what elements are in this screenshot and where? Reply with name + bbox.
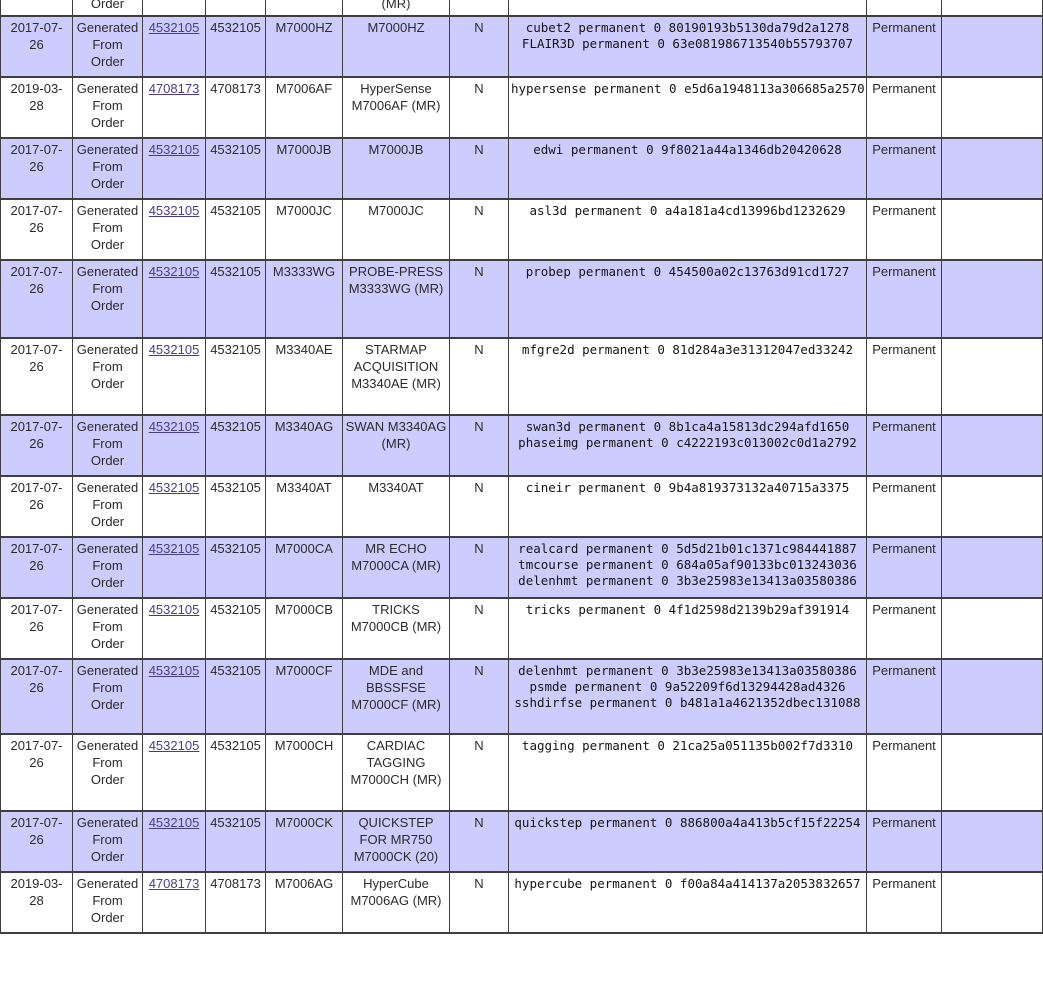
order-link[interactable]: 4532105 xyxy=(148,480,200,495)
cell-date: 2017-07-26 xyxy=(1,415,73,476)
cell-order-link xyxy=(143,338,206,415)
cell-extra xyxy=(942,811,1043,872)
cell-description: (MR) xyxy=(343,0,450,16)
cell-option-code: M7006AG xyxy=(266,872,343,933)
cell-order-link xyxy=(143,138,206,199)
cell-option-code: M7000CK xyxy=(266,811,343,872)
cell-flag: N xyxy=(450,872,509,933)
cell-option-code xyxy=(266,0,343,16)
license-key-line: tmcourse permanent 0 684a05af90133bc013243036 xyxy=(518,557,857,572)
cell-source: Generated From Order xyxy=(73,260,143,338)
cell-license-keys xyxy=(509,77,867,138)
cell-date: 2019-03-28 xyxy=(1,872,73,933)
cell-extra xyxy=(942,16,1043,77)
license-key-line: tricks permanent 0 4f1d2598d2139b29af391914 xyxy=(525,602,850,617)
cell-extra xyxy=(942,0,1043,16)
cell-date: 2017-07-26 xyxy=(1,811,73,872)
cell-option-code: M7000CB xyxy=(266,598,343,659)
license-key-line: phaseimg permanent 0 c4222193c013002c0d1a2792 xyxy=(518,435,857,450)
cell-flag: N xyxy=(450,537,509,598)
table-row xyxy=(1,476,1043,537)
cell-order-id: 4532105 xyxy=(206,537,266,598)
cell-flag: N xyxy=(450,338,509,415)
license-key-line: quickstep permanent 0 886800a4a413b5cf15f22254 xyxy=(514,815,861,830)
order-link[interactable]: 4532105 xyxy=(148,815,200,830)
table-row xyxy=(1,77,1043,138)
license-key-line: hypercube permanent 0 f00a84a414137a2053832657 xyxy=(514,876,861,891)
cell-source: Generated From Order xyxy=(73,138,143,199)
cell-date: 2017-07-26 xyxy=(1,338,73,415)
cell-license-keys xyxy=(509,659,867,734)
cell-flag: N xyxy=(450,138,509,199)
table-row xyxy=(1,0,1043,16)
order-link[interactable]: 4532105 xyxy=(148,142,200,157)
cell-date: 2017-07-26 xyxy=(1,16,73,77)
cell-description: M7000HZ xyxy=(343,16,450,77)
cell-status: Permanent xyxy=(867,659,942,734)
cell-status: Permanent xyxy=(867,537,942,598)
license-key-line: delenhmt permanent 0 3b3e25983e13413a03580386 xyxy=(518,663,857,678)
license-key-line: cubet2 permanent 0 80190193b5130da79d2a1278 xyxy=(525,20,850,35)
table-row xyxy=(1,338,1043,415)
cell-flag: N xyxy=(450,260,509,338)
cell-description: M3340AT xyxy=(343,476,450,537)
cell-extra xyxy=(942,659,1043,734)
cell-order-link xyxy=(143,872,206,933)
cell-extra xyxy=(942,260,1043,338)
cell-date: 2017-07-26 xyxy=(1,598,73,659)
cell-option-code: M3333WG xyxy=(266,260,343,338)
cell-description: SWAN M3340AG (MR) xyxy=(343,415,450,476)
cell-description: STARMAP ACQUISITION M3340AE (MR) xyxy=(343,338,450,415)
license-key-line: asl3d permanent 0 a4a181a4cd13996bd1232629 xyxy=(529,203,846,218)
cell-status: Permanent xyxy=(867,138,942,199)
cell-order-id: 4532105 xyxy=(206,598,266,659)
cell-status: Permanent xyxy=(867,260,942,338)
cell-source: Generated From Order xyxy=(73,77,143,138)
cell-description: HyperCube M7006AG (MR) xyxy=(343,872,450,933)
cell-license-keys xyxy=(509,338,867,415)
cell-order-id: 4532105 xyxy=(206,811,266,872)
cell-source: Generated From Order xyxy=(73,659,143,734)
cell-description: MDE and BBSSFSE M7000CF (MR) xyxy=(343,659,450,734)
cell-extra xyxy=(942,338,1043,415)
order-link[interactable]: 4532105 xyxy=(148,663,200,678)
cell-status: Permanent xyxy=(867,199,942,260)
cell-source: Generated From Order xyxy=(73,476,143,537)
cell-date xyxy=(1,0,73,16)
cell-option-code: M7006AF xyxy=(266,77,343,138)
cell-order-id: 4532105 xyxy=(206,199,266,260)
cell-license-keys xyxy=(509,138,867,199)
cell-source: Generated From Order xyxy=(73,16,143,77)
cell-source: Generated From Order xyxy=(73,734,143,811)
cell-option-code: M3340AG xyxy=(266,415,343,476)
cell-date: 2017-07-26 xyxy=(1,537,73,598)
cell-extra xyxy=(942,734,1043,811)
cell-option-code: M7000HZ xyxy=(266,16,343,77)
license-key-line: sshdirfse permanent 0 b481a1a4621352dbec131088 xyxy=(514,695,861,710)
cell-order-id: 4532105 xyxy=(206,476,266,537)
cell-source: Generated From Order xyxy=(73,199,143,260)
cell-license-keys xyxy=(509,199,867,260)
cell-flag xyxy=(450,0,509,16)
order-link[interactable]: 4532105 xyxy=(148,602,200,617)
cell-extra xyxy=(942,598,1043,659)
cell-option-code: M7000CH xyxy=(266,734,343,811)
cell-order-link xyxy=(143,199,206,260)
cell-flag: N xyxy=(450,734,509,811)
cell-extra xyxy=(942,415,1043,476)
cell-extra xyxy=(942,77,1043,138)
cell-source: Generated From Order xyxy=(73,537,143,598)
cell-date: 2017-07-26 xyxy=(1,734,73,811)
cell-flag: N xyxy=(450,659,509,734)
table-row xyxy=(1,659,1043,734)
cell-source: Generated From Order xyxy=(73,598,143,659)
license-key-line: cineir permanent 0 9b4a819373132a40715a3375 xyxy=(525,480,850,495)
license-key-line: psmde permanent 0 9a52209f6d13294428ad4326 xyxy=(529,679,846,694)
cell-license-keys xyxy=(509,598,867,659)
order-link[interactable]: 4532105 xyxy=(148,203,200,218)
order-link[interactable]: 4532105 xyxy=(148,20,200,35)
cell-order-id: 4532105 xyxy=(206,734,266,811)
license-key-line: swan3d permanent 0 8b1ca4a15813dc294afd1650 xyxy=(525,419,850,434)
table-row xyxy=(1,138,1043,199)
license-key-line: tagging permanent 0 21ca25a051135b002f7d3310 xyxy=(521,738,854,753)
cell-extra xyxy=(942,537,1043,598)
table-row xyxy=(1,537,1043,598)
cell-license-keys xyxy=(509,811,867,872)
cell-order-link xyxy=(143,537,206,598)
cell-license-keys xyxy=(509,260,867,338)
license-key-line: hypersense permanent 0 e5d6a1948113a306685a2570 xyxy=(511,81,865,96)
cell-description: HyperSense M7006AF (MR) xyxy=(343,77,450,138)
cell-extra xyxy=(942,138,1043,199)
cell-source: Generated From Order xyxy=(73,811,143,872)
cell-flag: N xyxy=(450,199,509,260)
cell-description: QUICKSTEP FOR MR750 M7000CK (20) xyxy=(343,811,450,872)
license-key-line: mfgre2d permanent 0 81d284a3e31312047ed33242 xyxy=(521,342,854,357)
cell-status: Permanent xyxy=(867,77,942,138)
cell-status: Permanent xyxy=(867,598,942,659)
cell-flag: N xyxy=(450,598,509,659)
cell-status: Permanent xyxy=(867,415,942,476)
cell-order-link xyxy=(143,476,206,537)
cell-order-link xyxy=(143,16,206,77)
cell-status xyxy=(867,0,942,16)
table-row xyxy=(1,872,1043,933)
cell-license-keys xyxy=(509,734,867,811)
cell-flag: N xyxy=(450,16,509,77)
cell-order-link xyxy=(143,734,206,811)
cell-order-link xyxy=(143,811,206,872)
cell-description: TRICKS M7000CB (MR) xyxy=(343,598,450,659)
table-row xyxy=(1,811,1043,872)
cell-license-keys xyxy=(509,16,867,77)
cell-order-id: 4708173 xyxy=(206,77,266,138)
table-row xyxy=(1,415,1043,476)
cell-order-id: 4532105 xyxy=(206,415,266,476)
cell-source: Generated From Order xyxy=(73,415,143,476)
cell-description: PROBE-PRESS M3333WG (MR) xyxy=(343,260,450,338)
order-link[interactable]: 4532105 xyxy=(148,419,200,434)
table-row xyxy=(1,16,1043,77)
cell-option-code: M7000JB xyxy=(266,138,343,199)
cell-date: 2017-07-26 xyxy=(1,138,73,199)
cell-option-code: M7000JC xyxy=(266,199,343,260)
cell-license-keys xyxy=(509,872,867,933)
cell-extra xyxy=(942,872,1043,933)
cell-description: CARDIAC TAGGING M7000CH (MR) xyxy=(343,734,450,811)
cell-option-code: M7000CA xyxy=(266,537,343,598)
cell-extra xyxy=(942,476,1043,537)
cell-flag: N xyxy=(450,476,509,537)
cell-option-code: M3340AE xyxy=(266,338,343,415)
cell-source: Generated From Order xyxy=(73,872,143,933)
cell-extra xyxy=(942,199,1043,260)
license-key-line: realcard permanent 0 5d5d21b01c1371c984441887 xyxy=(518,541,857,556)
license-key-line: probep permanent 0 454500a02c13763d91cd1727 xyxy=(525,264,850,279)
cell-date: 2017-07-26 xyxy=(1,476,73,537)
table-row xyxy=(1,598,1043,659)
cell-order-link xyxy=(143,260,206,338)
cell-order-id: 4532105 xyxy=(206,260,266,338)
cell-status: Permanent xyxy=(867,811,942,872)
cell-description: M7000JB xyxy=(343,138,450,199)
cell-order-id: 4532105 xyxy=(206,338,266,415)
cell-source: Order xyxy=(73,0,143,16)
license-key-line: edwi permanent 0 9f8021a44a1346db20420628 xyxy=(533,142,842,157)
cell-status: Permanent xyxy=(867,872,942,933)
cell-option-code: M7000CF xyxy=(266,659,343,734)
cell-status: Permanent xyxy=(867,338,942,415)
cell-flag: N xyxy=(450,415,509,476)
cell-order-link xyxy=(143,659,206,734)
table-row xyxy=(1,260,1043,338)
cell-order-link xyxy=(143,0,206,16)
table-row xyxy=(1,199,1043,260)
license-table-body xyxy=(1,0,1043,933)
cell-license-keys xyxy=(509,476,867,537)
order-link[interactable]: 4708173 xyxy=(148,81,200,96)
order-link[interactable]: 4532105 xyxy=(148,738,200,753)
cell-status: Permanent xyxy=(867,476,942,537)
cell-order-link xyxy=(143,598,206,659)
cell-date: 2017-07-26 xyxy=(1,260,73,338)
cell-source: Generated From Order xyxy=(73,338,143,415)
cell-license-keys xyxy=(509,537,867,598)
cell-order-id: 4532105 xyxy=(206,16,266,77)
cell-status: Permanent xyxy=(867,734,942,811)
cell-flag: N xyxy=(450,77,509,138)
order-link[interactable]: 4532105 xyxy=(148,541,200,556)
cell-license-keys xyxy=(509,0,867,16)
cell-date: 2019-03-28 xyxy=(1,77,73,138)
cell-status: Permanent xyxy=(867,16,942,77)
license-key-line: delenhmt permanent 0 3b3e25983e13413a03580386 xyxy=(518,573,857,588)
license-key-line: FLAIR3D permanent 0 63e081986713540b55793707 xyxy=(521,36,854,51)
cell-flag: N xyxy=(450,811,509,872)
order-link[interactable]: 4532105 xyxy=(148,264,200,279)
cell-description: M7000JC xyxy=(343,199,450,260)
cell-license-keys xyxy=(509,415,867,476)
cell-order-id: 4532105 xyxy=(206,659,266,734)
cell-date: 2017-07-26 xyxy=(1,199,73,260)
table-row xyxy=(1,734,1043,811)
cell-order-link xyxy=(143,415,206,476)
cell-option-code: M3340AT xyxy=(266,476,343,537)
order-link[interactable]: 4708173 xyxy=(148,876,200,891)
cell-order-link xyxy=(143,77,206,138)
cell-date: 2017-07-26 xyxy=(1,659,73,734)
cell-description: MR ECHO M7000CA (MR) xyxy=(343,537,450,598)
cell-order-id xyxy=(206,0,266,16)
cell-order-id: 4708173 xyxy=(206,872,266,933)
order-link[interactable]: 4532105 xyxy=(148,342,200,357)
cell-order-id: 4532105 xyxy=(206,138,266,199)
